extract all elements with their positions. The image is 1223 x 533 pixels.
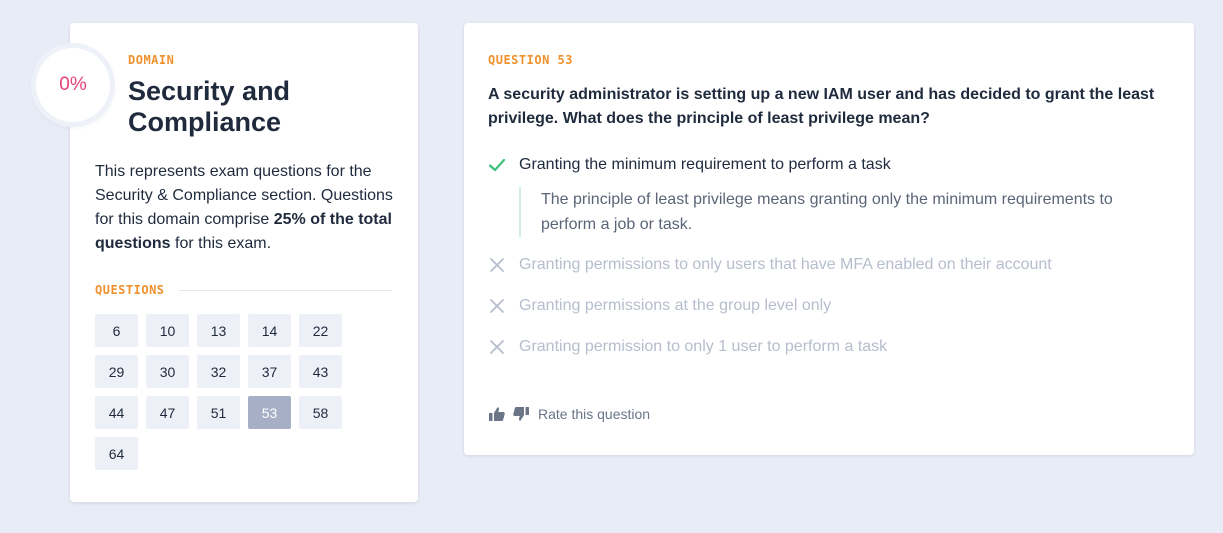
- domain-description-highlight: 25% of the total questions: [95, 211, 392, 252]
- answer-wrong-text: Granting permission to only 1 user to perform a task: [519, 338, 888, 355]
- question-tile[interactable]: 37: [248, 355, 291, 388]
- domain-title: Security and Compliance: [128, 76, 291, 137]
- domain-description-text: This represents exam questions for the Security & Compliance section. Questions for this domain comprise: [95, 163, 393, 228]
- progress-indicator: [36, 48, 110, 122]
- domain-description: [95, 160, 400, 256]
- answer-correct: [488, 156, 891, 174]
- question-tile[interactable]: 43: [299, 355, 342, 388]
- answer-wrong: [488, 256, 1052, 274]
- question-tile[interactable]: 51: [197, 396, 240, 429]
- answer-wrong-text: Granting permissions at the group level only: [519, 297, 832, 314]
- questions-label: QUESTIONS: [95, 283, 165, 297]
- progress-value: 0%: [59, 74, 87, 95]
- question-tile[interactable]: 10: [146, 314, 189, 347]
- thumbs-down-icon[interactable]: [512, 405, 530, 423]
- question-tile[interactable]: 22: [299, 314, 342, 347]
- questions-header: [95, 283, 392, 297]
- answer-explanation: The principle of least privilege means granting only the minimum requirements to perform a job or task.: [519, 187, 1161, 237]
- answer-wrong: [488, 297, 831, 315]
- question-tile[interactable]: 29: [95, 355, 138, 388]
- question-tile[interactable]: 30: [146, 355, 189, 388]
- answer-correct-text: Granting the minimum requirement to perform a task: [519, 156, 891, 173]
- question-text: A security administrator is setting up a new IAM user and has decided to grant the least privilege. What does the principle of least privilege mean?: [488, 86, 1155, 127]
- answer-wrong-text: Granting permissions to only users that have MFA enabled on their account: [519, 256, 1052, 273]
- questions-divider: [179, 290, 392, 291]
- question-tile[interactable]: 13: [197, 314, 240, 347]
- question-tile[interactable]: 64: [95, 437, 138, 470]
- question-tile[interactable]: 14: [248, 314, 291, 347]
- question-number-label: QUESTION 53: [488, 53, 573, 67]
- cross-icon: [488, 297, 506, 315]
- domain-description-suffix: for this exam.: [170, 235, 272, 252]
- answer-wrong: [488, 338, 887, 356]
- domain-label: DOMAIN: [128, 53, 175, 67]
- question-tile[interactable]: 6: [95, 314, 138, 347]
- rate-question-link[interactable]: Rate this question: [538, 406, 651, 422]
- cross-icon: [488, 256, 506, 274]
- question-tile[interactable]: 58: [299, 396, 342, 429]
- check-icon: [488, 156, 506, 174]
- thumbs-up-icon[interactable]: [488, 405, 506, 423]
- rate-question: [488, 405, 650, 423]
- question-tile[interactable]: 32: [197, 355, 240, 388]
- question-tile[interactable]: 44: [95, 396, 138, 429]
- question-grid: [95, 314, 355, 470]
- question-tile[interactable]: 47: [146, 396, 189, 429]
- question-tile-active[interactable]: 53: [248, 396, 291, 429]
- cross-icon: [488, 338, 506, 356]
